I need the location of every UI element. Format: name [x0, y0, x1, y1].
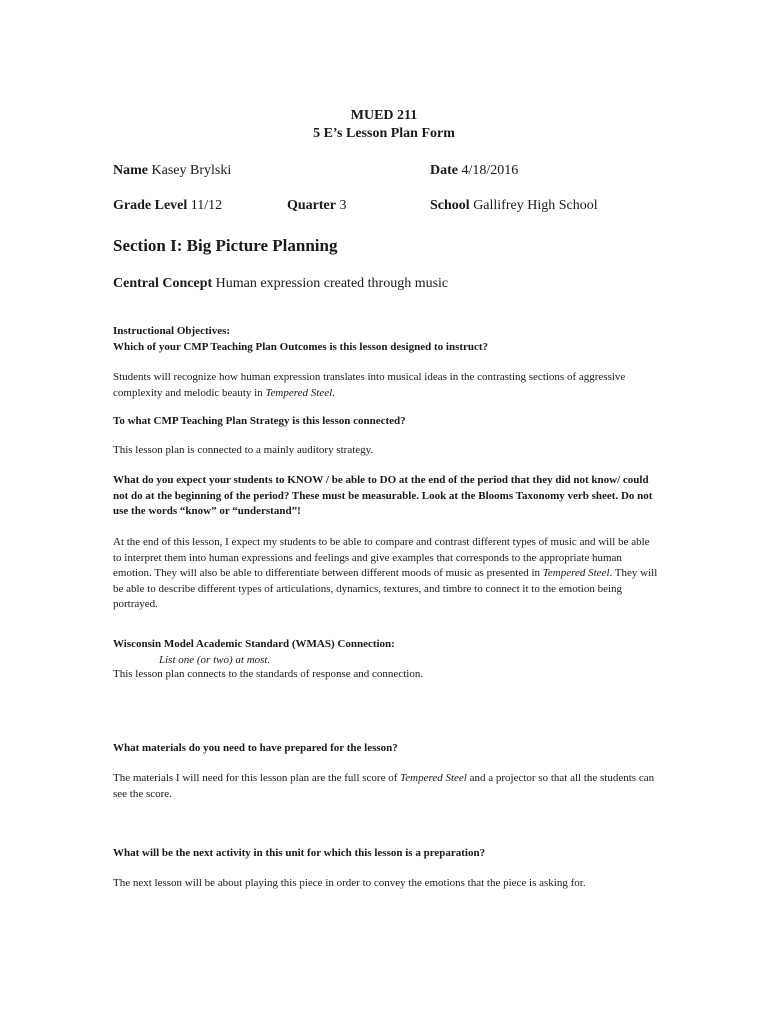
question-materials: What materials do you need to have prepared for the lesson? — [113, 742, 398, 754]
quarter-field — [287, 198, 346, 214]
answer-outcomes-end: . — [332, 386, 335, 399]
question-strategy: To what CMP Teaching Plan Strategy is this lesson connected? — [113, 415, 406, 427]
answer-strategy: This lesson plan is connected to a mainly auditory strategy. — [113, 444, 374, 456]
date-label: Date — [430, 163, 458, 178]
section-title: Section I: Big Picture Planning — [113, 236, 338, 255]
answer-materials-text-2: and a projector so that all the students can see the score. — [113, 772, 655, 800]
answer-expectations-text: At the end of this lesson, I expect my students to be able to compare and contrast different types of music and will be able to interpret them into human expressions and feelings and give examples that corresponds to the appropriate human emotion. They will also be able to differentiate between different moods of music as presented in — [113, 536, 650, 579]
form-title: 5 E’s Lesson Plan Form — [313, 126, 455, 141]
concept-label: Central Concept — [113, 276, 213, 291]
answer-outcomes — [113, 370, 658, 401]
question-outcomes: Which of your CMP Teaching Plan Outcomes is this lesson designed to instruct? — [113, 341, 489, 353]
course-code: MUED 211 — [350, 108, 418, 123]
name-field — [113, 163, 231, 179]
piece-title: Tempered Steel — [542, 567, 610, 579]
name-label: Name — [113, 163, 148, 178]
grade-field — [113, 198, 222, 214]
school-field — [430, 198, 598, 214]
central-concept — [113, 276, 448, 292]
question-next-activity: What will be the next activity in this unit for which this lesson is a preparation? — [113, 847, 486, 859]
wmas-heading: Wisconsin Model Academic Standard (WMAS) Connection: — [113, 638, 395, 650]
answer-next-activity: The next lesson will be about playing this piece in order to convey the emotions that the piece is asking for. — [113, 877, 586, 889]
grade-value: 11/12 — [190, 198, 223, 213]
date-field — [430, 163, 518, 179]
wmas-note: List one (or two) at most. — [159, 654, 271, 666]
date-value: 4/18/2016 — [461, 163, 519, 178]
name-value: Kasey Brylski — [151, 163, 232, 178]
grade-label: Grade Level — [113, 198, 188, 213]
answer-materials — [113, 771, 658, 802]
quarter-label: Quarter — [287, 198, 336, 213]
quarter-value: 3 — [339, 198, 347, 213]
answer-expectations — [113, 535, 658, 613]
school-label: School — [430, 198, 470, 213]
answer-outcomes-text: Students will recognize how human expression translates into musical ideas in the contrasting sections of aggressive complexity and melodic beauty in — [113, 371, 626, 399]
answer-materials-text: The materials I will need for this lesson plan are the full score of — [113, 772, 401, 784]
concept-value: Human expression created through music — [215, 276, 449, 291]
school-value: Gallifrey High School — [473, 198, 598, 213]
objectives-heading: Instructional Objectives: — [113, 325, 231, 337]
piece-title: Tempered Steel — [400, 772, 467, 784]
answer-expectations-text-2: . They will be able to describe different types of articulations, dynamics, textures, and timbre to connect it to the emotion being portrayed. — [113, 567, 658, 610]
wmas-answer: This lesson plan connects to the standards of response and connection. — [113, 668, 424, 680]
question-expectations: What do you expect your students to KNOW / be able to DO at the end of the period that they did not know/ could not do at the beginning of the period? These must be measurable. Look at the Blooms Taxonomy verb sheet. Do not use the words “know” or “understand”! — [113, 474, 653, 517]
piece-title: Tempered Steel — [265, 386, 333, 399]
